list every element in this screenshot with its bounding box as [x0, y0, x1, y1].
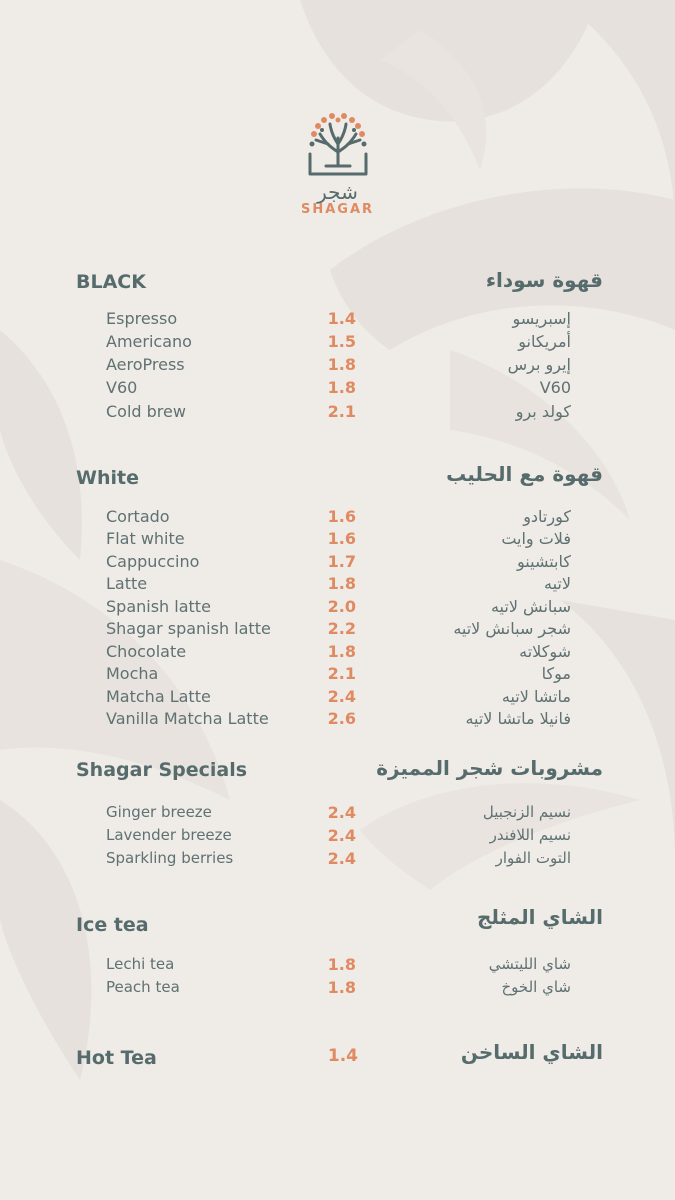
item-name-arabic: موكا	[541, 664, 571, 683]
item-name-arabic: إسبريسو	[512, 309, 571, 328]
item-name-arabic: نسيم اللافندر	[489, 826, 571, 844]
section-title-ice-tea: Ice tea	[76, 914, 149, 936]
item-name: Matcha Latte	[106, 687, 211, 706]
item-price: 2.1	[327, 402, 356, 421]
menu-item	[0, 709, 675, 731]
item-name: Peach tea	[106, 978, 180, 996]
item-name: Cappuccino	[106, 552, 200, 571]
item-name: Chocolate	[106, 642, 187, 661]
item-price: 2.4	[327, 803, 356, 822]
menu-item	[0, 619, 675, 641]
menu-item	[0, 955, 675, 977]
menu-item	[0, 309, 675, 331]
item-price: 1.8	[327, 978, 356, 997]
item-price: 1.5	[327, 332, 356, 351]
menu-item	[0, 664, 675, 686]
item-name-arabic: كولد برو	[515, 402, 571, 421]
item-name-arabic: نسيم الزنجبيل	[482, 803, 571, 821]
item-name: Cold brew	[106, 402, 186, 421]
section-title-specials-arabic: مشروبات شجر المميزة	[376, 756, 603, 780]
menu-item	[0, 597, 675, 619]
item-name: Americano	[106, 332, 192, 351]
item-name-arabic: V60	[539, 378, 571, 397]
item-price: 1.8	[327, 378, 356, 397]
brand-logo	[0, 108, 675, 218]
item-name: Sparkling berries	[106, 849, 234, 867]
section-title-white-arabic: قهوة مع الحليب	[446, 462, 603, 486]
item-name-arabic: فانيلا ماتشا لاتيه	[465, 709, 571, 728]
menu-item	[0, 642, 675, 664]
tree-in-box-logo-icon	[304, 108, 372, 180]
item-price: 1.4	[327, 309, 356, 328]
item-name: Spanish latte	[106, 597, 211, 616]
item-name: Latte	[106, 574, 148, 593]
menu-item	[0, 687, 675, 709]
item-name-arabic: كابتشينو	[517, 552, 571, 571]
item-name: Shagar spanish latte	[106, 619, 271, 638]
item-name-arabic: سبانش لاتيه	[490, 597, 571, 616]
menu-item	[0, 355, 675, 377]
section-title-white: White	[76, 467, 139, 489]
item-name-arabic: شاي الليتشي	[488, 955, 571, 973]
section-title-black: BLACK	[76, 271, 146, 293]
item-name: Cortado	[106, 507, 170, 526]
menu-item	[0, 803, 675, 825]
item-price: 2.1	[327, 664, 356, 683]
item-name-arabic: ماتشا لاتيه	[501, 687, 571, 706]
section-title-specials: Shagar Specials	[76, 759, 248, 781]
menu-item	[0, 332, 675, 354]
item-name-arabic: التوت الفوار	[495, 849, 571, 867]
menu-item	[0, 978, 675, 1000]
item-name-arabic: أمريكانو	[518, 332, 571, 351]
item-name-arabic: كورتادو	[523, 507, 571, 526]
item-price: 2.0	[327, 597, 356, 616]
section-title-hot-tea: Hot Tea	[76, 1047, 157, 1069]
menu-item	[0, 552, 675, 574]
menu-item	[0, 574, 675, 596]
menu-item	[0, 402, 675, 424]
item-price: 1.7	[327, 552, 356, 571]
menu-item	[0, 378, 675, 400]
item-price: 1.6	[327, 507, 356, 526]
item-price: 2.4	[327, 826, 356, 845]
menu-item	[0, 529, 675, 551]
item-name: AeroPress	[106, 355, 185, 374]
item-price: 1.8	[327, 355, 356, 374]
item-name: Espresso	[106, 309, 178, 328]
section-title-black-arabic: قهوة سوداء	[485, 268, 603, 292]
item-price: 1.8	[327, 642, 356, 661]
item-price: 2.4	[327, 687, 356, 706]
menu-item	[0, 826, 675, 848]
item-name-arabic: شاي الخوخ	[501, 978, 571, 996]
item-price: 2.2	[327, 619, 356, 638]
item-price: 1.8	[327, 574, 356, 593]
item-price: 1.6	[327, 529, 356, 548]
section-title-hot-tea-arabic: الشاي الساخن	[460, 1040, 603, 1064]
item-name-arabic: لاتيه	[544, 574, 571, 593]
item-name: Vanilla Matcha Latte	[106, 709, 269, 728]
item-name: Mocha	[106, 664, 159, 683]
menu-item	[0, 849, 675, 871]
brand-name-arabic: شجر	[317, 180, 358, 204]
item-name-arabic: شجر سبانش لاتيه	[453, 619, 571, 638]
item-name: Lavender breeze	[106, 826, 232, 844]
item-name-arabic: إيرو برس	[507, 355, 571, 374]
item-name: Lechi tea	[106, 955, 175, 973]
item-name-arabic: فلات وايت	[501, 529, 571, 548]
item-name: V60	[106, 378, 138, 397]
brand-name-english: SHAGAR	[300, 202, 375, 217]
item-name: Ginger breeze	[106, 803, 212, 821]
hot-tea-price: 1.4	[327, 1046, 358, 1066]
item-price: 2.6	[327, 709, 356, 728]
item-name: Flat white	[106, 529, 185, 548]
item-price: 2.4	[327, 849, 356, 868]
section-title-ice-tea-arabic: الشاي المثلج	[476, 905, 603, 929]
menu-item	[0, 507, 675, 529]
item-name-arabic: شوكلاته	[519, 642, 571, 661]
item-price: 1.8	[327, 955, 356, 974]
